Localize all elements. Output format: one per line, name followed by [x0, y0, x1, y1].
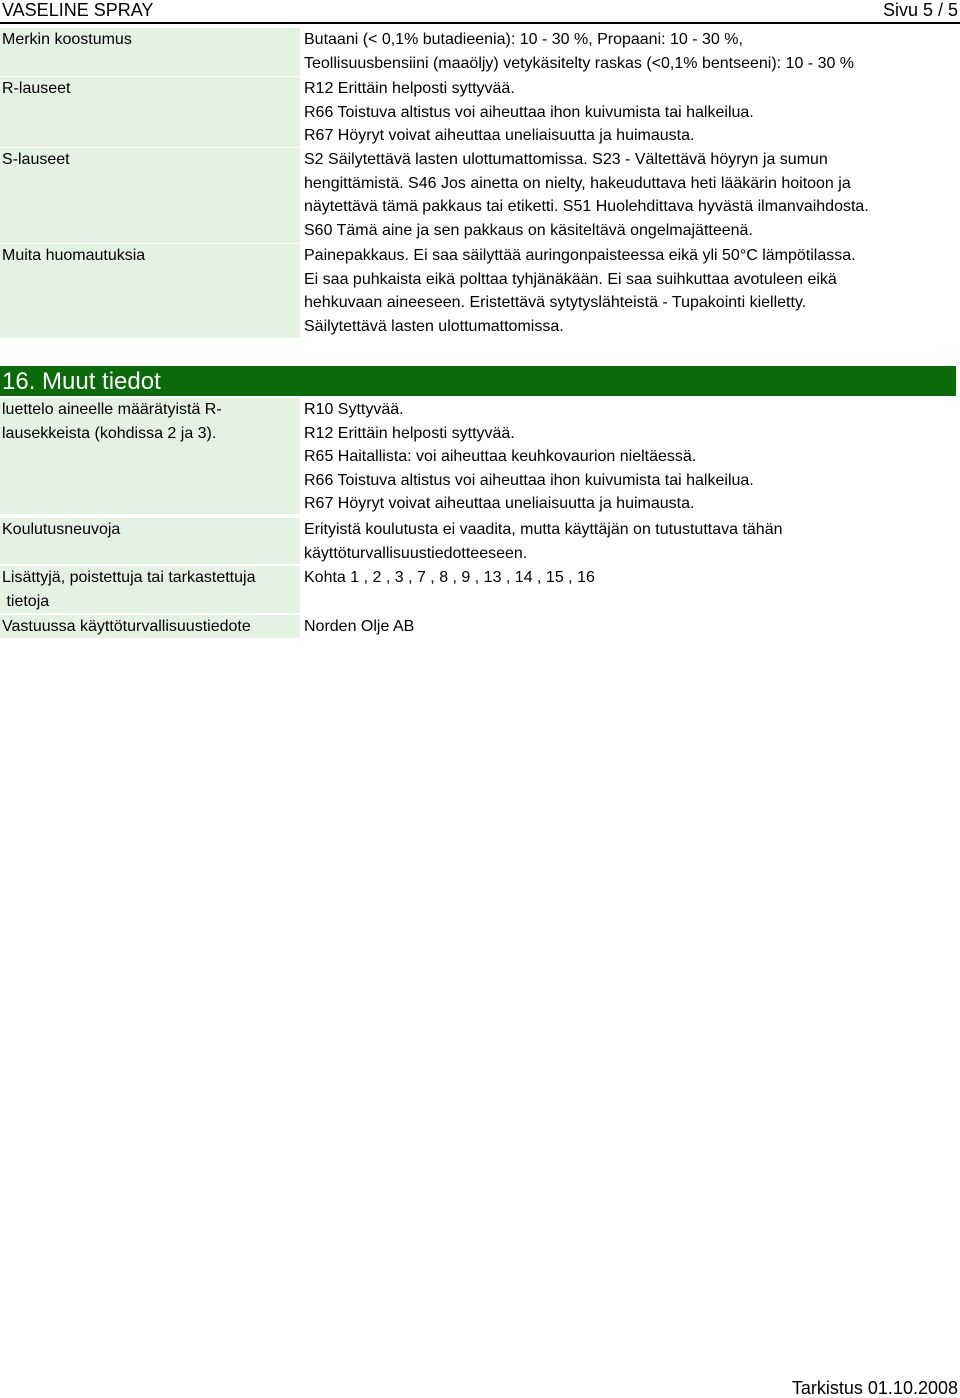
row-value: Kohta 1 , 2 , 3 , 7 , 8 , 9 , 13 , 14 , 15 , 16 — [304, 569, 595, 586]
row-merkin-koostumus — [0, 28, 960, 76]
row-s-lauseet — [0, 148, 960, 243]
row-muutokset — [0, 566, 960, 613]
row-r-lauseet — [0, 77, 960, 147]
row-value: Painepakkaus. Ei saa säilyttää auringonpaisteessa eikä yli 50°C lämpötilassa. Ei saa puhkaista eikä polttaa tyhjänäkään. Ei saa suihkuttaa avotuleen eikä hehkuvaan aineeseen. Eristettävä sytytyslähteistä - Tupakointi kielletty. Säilytettävä lasten ulottumattomissa. — [304, 247, 856, 335]
revision-date: Tarkistus 01.10.2008 — [791, 1378, 958, 1398]
document-header — [0, 0, 960, 24]
row-label: Merkin koostumus — [0, 28, 300, 76]
row-koulutusneuvoja — [0, 518, 960, 564]
row-label: Muita huomautuksia — [0, 244, 300, 338]
section-16-heading — [0, 366, 956, 396]
row-vastuussa — [0, 615, 960, 638]
row-label: R-lauseet — [0, 77, 300, 147]
row-label: Vastuussa käyttöturvallisuustiedote — [0, 615, 300, 638]
row-muita-huomautuksia — [0, 244, 960, 338]
row-value: Norden Olje AB — [304, 618, 415, 635]
row-value: R12 Erittäin helposti syttyvää. R66 Toistuva altistus voi aiheuttaa ihon kuivumista tai halkeilua. R67 Höyryt voivat aiheuttaa uneliaisuutta ja huimausta. — [304, 80, 754, 144]
row-r-lausekkeet — [0, 398, 960, 514]
page-number: Sivu 5 / 5 — [882, 0, 958, 20]
row-value: S2 Säilytettävä lasten ulottumattomissa. S23 - Vältettävä höyryn ja sumun hengittämistä. S46 Jos ainetta on nielty, hakeuduttava heti lääkärin hoitoon ja näytettävä tämä pakkaus tai etiketti. S51 Huolehdittava hyvästä ilmanvaihdosta. S60 Tämä aine ja sen pakkaus on käsiteltävä ongelmajätteenä. — [304, 151, 869, 239]
row-label: S-lauseet — [0, 148, 300, 243]
row-value: R10 Syttyvää. R12 Erittäin helposti syttyvää. R65 Haitallista: voi aiheuttaa keuhkovaurion nieltäessä. R66 Toistuva altistus voi aiheuttaa ihon kuivumista tai halkeilua. R67 Höyryt voivat aiheuttaa uneliaisuutta ja huimausta. — [304, 401, 754, 512]
row-value: Butaani (< 0,1% butadieenia): 10 - 30 %, Propaani: 10 - 30 %, Teollisuusbensiini (maaöljy) vetykäsitelty raskas (<0,1% bentseeni): 10 - 30 % — [304, 31, 855, 72]
row-label: Koulutusneuvoja — [0, 518, 300, 564]
row-label: Lisättyjä, poistettuja tai tarkastettuja tietoja — [0, 566, 300, 613]
row-label: luettelo aineelle määrätyistä R- lausekkeista (kohdissa 2 ja 3). — [0, 398, 300, 514]
product-name: VASELINE SPRAY — [2, 0, 154, 20]
section-title: 16. Muut tiedot — [2, 368, 161, 395]
row-value: Erityistä koulutusta ei vaadita, mutta käyttäjän on tutustuttava tähän käyttöturvallisuustiedotteeseen. — [304, 521, 783, 562]
